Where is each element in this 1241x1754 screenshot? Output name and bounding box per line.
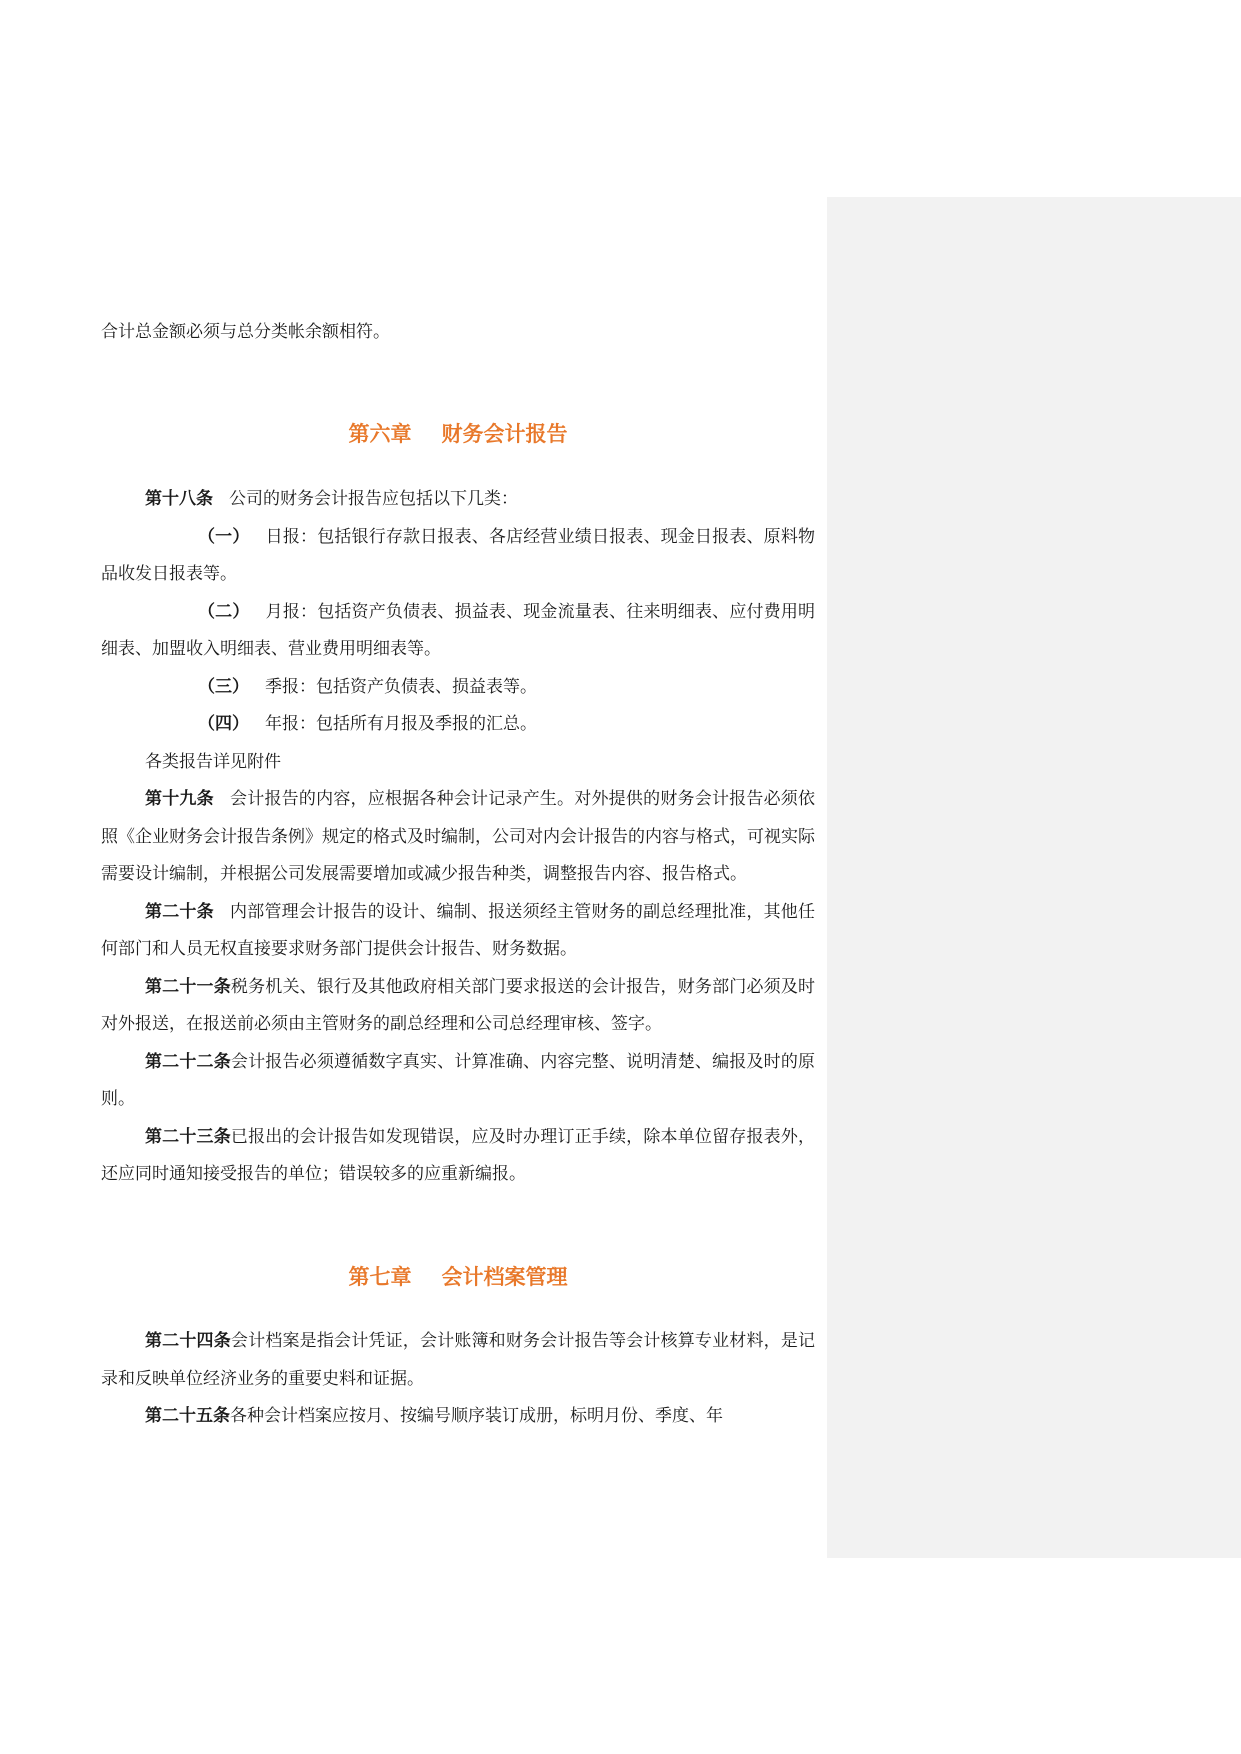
body-section-7 (101, 1323, 815, 1436)
article-label: 第二十四条 (145, 1331, 231, 1351)
list-item (101, 519, 815, 594)
item-text: 月报：包括资产负债表、损益表、现金流量表、往来明细表、应付费用明细表、加盟收入明细表、营业费用明细表等。 (101, 601, 815, 659)
item-text: 季报：包括资产负债表、损益表等。 (265, 676, 537, 697)
article-label: 第二十条 (145, 901, 214, 922)
article-21 (101, 969, 815, 1044)
intro-paragraph (101, 314, 815, 352)
article-text: 会计报告的内容，应根据各种会计记录产生。对外提供的财务会计报告必须依照《企业财务会计报告条例》规定的格式及时编制，公司对内会计报告的内容与格式，可视实际需要设计编制，并根据公司发展需要增加或减少报告种类，调整报告内容、报告格式。 (101, 789, 816, 884)
list-item (101, 706, 815, 744)
article-20 (101, 894, 815, 969)
item-number: （一） (198, 526, 250, 547)
item-number: （二） (198, 601, 250, 622)
article-label: 第十八条 (145, 489, 213, 509)
article-label: 第二十五条 (145, 1406, 230, 1426)
article-19 (101, 781, 815, 894)
article-text: 会计档案是指会计凭证，会计账簿和财务会计报告等会计核算专业材料，是记录和反映单位经济业务的重要史料和证据。 (101, 1331, 815, 1389)
annex-note (101, 744, 815, 782)
article-label: 第二十二条 (145, 1051, 231, 1072)
article-23 (101, 1119, 815, 1194)
chapter-heading-7 (101, 1261, 815, 1291)
article-text: 各种会计档案应按月、按编号顺序装订成册，标明月份、季度、年 (230, 1406, 723, 1426)
item-text: 日报：包括银行存款日报表、各店经营业绩日报表、现金日报表、原料物品收发日报表等。 (101, 526, 815, 584)
article-25 (101, 1398, 815, 1436)
item-text: 年报：包括所有月报及季报的汇总。 (265, 714, 537, 734)
list-item (101, 669, 815, 707)
intro-text: 合计总金额必须与总分类帐余额相符。 (101, 322, 390, 342)
chapter-number: 第六章 (348, 422, 412, 446)
list-item (101, 594, 815, 669)
article-label: 第二十三条 (145, 1126, 231, 1147)
item-number: （四） (198, 714, 249, 734)
article-text: 税务机关、银行及其他政府相关部门要求报送的会计报告，财务部门必须及时对外报送，在报送前必须由主管财务的副总经理和公司总经理审核、签字。 (101, 976, 815, 1034)
article-text: 会计报告必须遵循数字真实、计算准确、内容完整、说明清楚、编报及时的原则。 (101, 1051, 815, 1109)
article-text: 内部管理会计报告的设计、编制、报送须经主管财务的副总经理批准，其他任何部门和人员无权直接要求财务部门提供会计报告、财务数据。 (101, 901, 816, 959)
chapter-number: 第七章 (348, 1265, 412, 1289)
article-text: 公司的财务会计报告应包括以下几类： (229, 489, 518, 509)
article-label: 第十九条 (145, 789, 214, 809)
body-section-6 (101, 481, 815, 1194)
article-text: 已报出的会计报告如发现错误，应及时办理订正手续，除本单位留存报表外，还应同时通知接受报告的单位；错误较多的应重新编报。 (101, 1126, 815, 1184)
item-number: （三） (198, 676, 249, 697)
chapter-title: 会计档案管理 (441, 1265, 568, 1289)
article-22 (101, 1044, 815, 1119)
article-label: 第二十一条 (145, 976, 231, 997)
article-24 (101, 1323, 815, 1398)
chapter-title: 财务会计报告 (441, 422, 568, 446)
annex-note-text: 各类报告详见附件 (145, 751, 281, 772)
article-18 (101, 481, 815, 519)
chapter-heading-6 (101, 418, 815, 448)
comment-margin-pane (827, 197, 1241, 1558)
